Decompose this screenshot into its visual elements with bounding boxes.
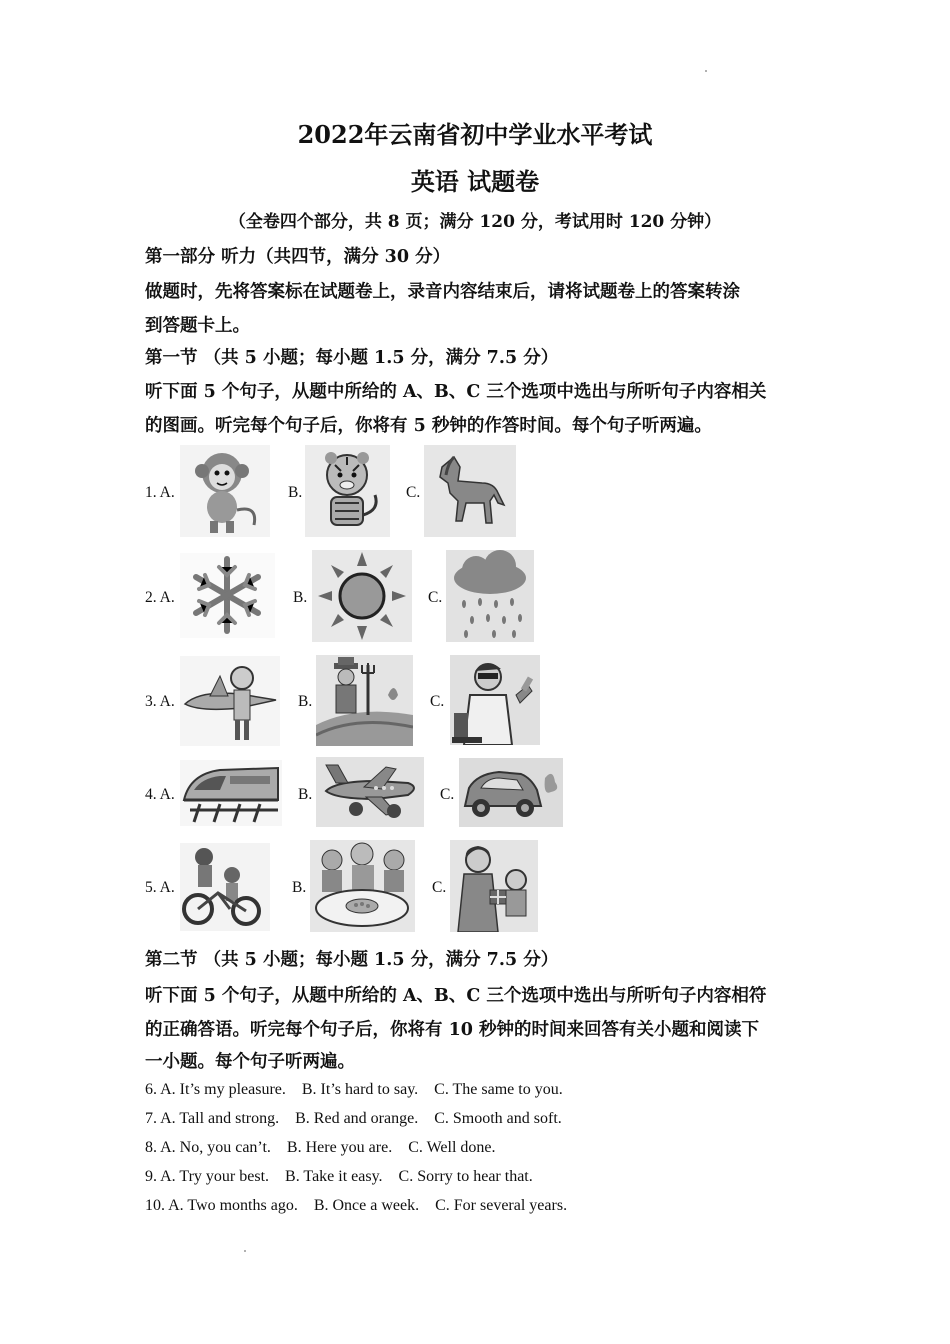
question-9: 9. A. Try your best. B. Take it easy. C. Sorry to hear that.	[145, 1168, 533, 1185]
section2-heading: 第二节 （共 5 小题；每小题 1.5 分，满分 7.5 分）	[145, 950, 559, 970]
q1-label-b: B.	[288, 484, 303, 501]
q4-label-b: B.	[298, 786, 313, 803]
q4-label-c: C.	[440, 786, 455, 803]
part1-heading: 第一部分 听力（共四节，满分 30 分）	[145, 247, 451, 267]
horse-icon	[424, 445, 516, 537]
car-icon	[459, 758, 563, 827]
q1-label-c: C.	[406, 484, 421, 501]
train-icon	[180, 760, 282, 826]
q5-label-a: 5. A.	[145, 879, 175, 896]
part1-instruction-1: 做题时，先将答案标在试题卷上，录音内容结束后，请将试题卷上的答案转涂	[145, 282, 740, 302]
scientist-icon	[450, 655, 540, 745]
q1-label-a: 1. A.	[145, 484, 175, 501]
question-8: 8. A. No, you can’t. B. Here you are. C. Well done.	[145, 1139, 496, 1156]
monkey-icon	[180, 445, 270, 537]
q4-label-a: 4. A.	[145, 786, 175, 803]
section1-instruction-1: 听下面 5 个句子，从题中所给的 A、B、C 三个选项中选出与所听句子内容相关	[145, 382, 767, 402]
exam-info: （全卷四个部分，共 8 页；满分 120 分，考试用时 120 分钟）	[228, 212, 722, 232]
q2-label-b: B.	[293, 589, 308, 606]
q5-label-c: C.	[432, 879, 447, 896]
sun-icon	[312, 550, 412, 642]
pilot-icon	[180, 656, 280, 746]
section2-instruction-2: 的正确答语。听完每个句子后，你将有 10 秒钟的时间来回答有关小题和阅读下	[145, 1020, 760, 1040]
scan-dot	[244, 1250, 246, 1252]
family-meal-icon	[310, 840, 415, 932]
q2-label-a: 2. A.	[145, 589, 175, 606]
part1-instruction-2: 到答题卡上。	[145, 316, 250, 336]
q5-label-b: B.	[292, 879, 307, 896]
gift-giving-icon	[450, 840, 538, 932]
page-title: 2022年云南省初中学业水平考试	[297, 120, 653, 149]
scan-dot	[705, 70, 707, 72]
question-6: 6. A. It’s my pleasure. B. It’s hard to say. C. The same to you.	[145, 1081, 563, 1098]
question-7: 7. A. Tall and strong. B. Red and orange. C. Smooth and soft.	[145, 1110, 562, 1127]
tiger-icon	[305, 445, 390, 537]
page-subtitle: 英语 试题卷	[410, 167, 540, 196]
snowflake-icon	[180, 553, 275, 638]
section2-instruction-1: 听下面 5 个句子，从题中所给的 A、B、C 三个选项中选出与所听句子内容相符	[145, 986, 767, 1006]
farmer-icon	[316, 655, 413, 746]
plane-icon	[316, 757, 424, 827]
question-10: 10. A. Two months ago. B. Once a week. C. For several years.	[145, 1197, 568, 1214]
section2-instruction-3: 一小题。每个句子听两遍。	[145, 1052, 355, 1072]
q3-label-c: C.	[430, 693, 445, 710]
section1-heading: 第一节 （共 5 小题；每小题 1.5 分，满分 7.5 分）	[145, 348, 559, 368]
section1-instruction-2: 的图画。听完每个句子后，你将有 5 秒钟的作答时间。每个句子听两遍。	[145, 416, 712, 436]
cycling-icon	[180, 843, 270, 931]
q3-label-a: 3. A.	[145, 693, 175, 710]
q3-label-b: B.	[298, 693, 313, 710]
q2-label-c: C.	[428, 589, 443, 606]
rain-cloud-icon	[446, 550, 534, 642]
